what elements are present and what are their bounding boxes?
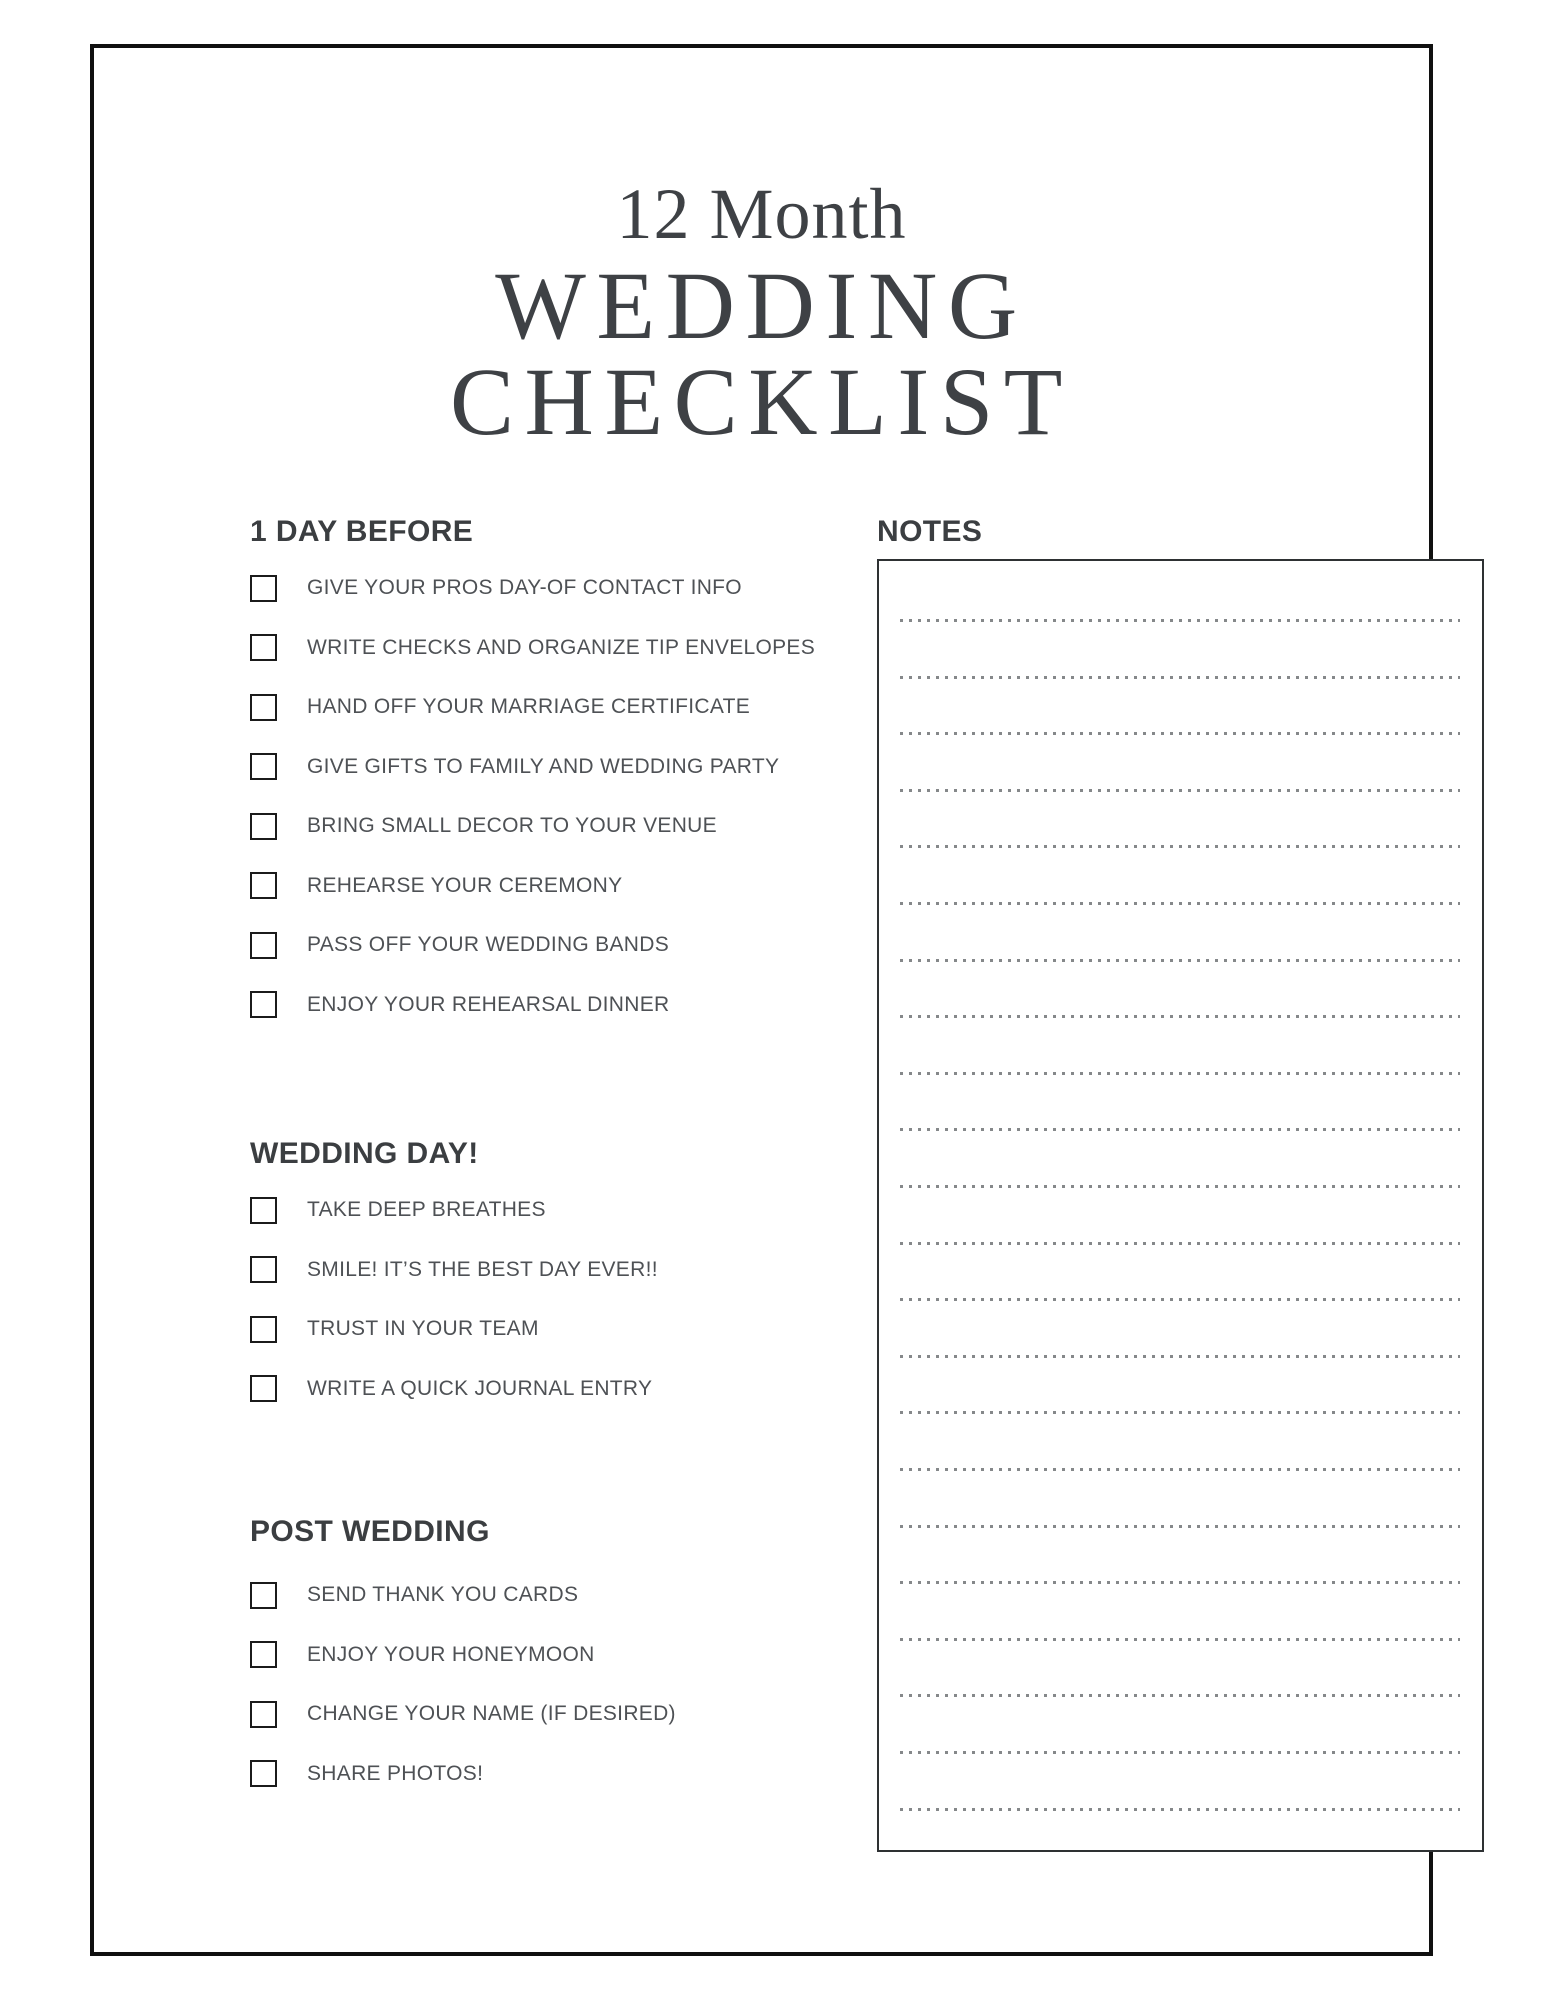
checklist-row [250,1641,870,1669]
notes-dotted-line [900,1185,1460,1188]
checklist-row [250,931,870,959]
checkbox-unchecked[interactable] [250,1641,277,1668]
checklist-column [250,48,870,1952]
checkbox-unchecked[interactable] [250,1316,277,1343]
section-rows [250,1196,870,1403]
checkbox-unchecked[interactable] [250,872,277,899]
checkbox-unchecked[interactable] [250,932,277,959]
checklist-item-label: SEND THANK YOU CARDS [307,1583,579,1606]
notes-heading: NOTES [877,515,983,548]
section-rows [250,1581,870,1788]
notes-dotted-line [900,1581,1460,1584]
notes-box [877,559,1484,1852]
page-border-frame [90,44,1433,1956]
checklist-item-label: TAKE DEEP BREATHES [307,1198,546,1221]
checklist-item-label: BRING SMALL DECOR TO YOUR VENUE [307,814,717,837]
notes-dotted-line [900,1411,1460,1414]
notes-dotted-line [900,902,1460,905]
checklist-item-label: GIVE GIFTS TO FAMILY AND WEDDING PARTY [307,754,780,778]
notes-dotted-line [900,1298,1460,1301]
checklist-row [250,991,870,1019]
checklist-item-label: TRUST IN YOUR TEAM [307,1317,539,1340]
notes-dotted-line [900,1355,1460,1358]
checklist-item-label: SHARE PHOTOS! [307,1761,484,1785]
notes-dotted-line [900,1808,1460,1811]
checklist-item-label: GIVE YOUR PROS DAY-OF CONTACT INFO [307,576,742,599]
title-main-line-2: CHECKLIST [449,348,1074,455]
checkbox-unchecked[interactable] [250,813,277,840]
section-rows [250,574,870,1019]
notes-dotted-line [900,1128,1460,1131]
notes-dotted-line [900,789,1460,792]
notes-dotted-line [900,676,1460,679]
notes-dotted-line [900,1468,1460,1471]
checkbox-unchecked[interactable] [250,634,277,661]
checklist-row [250,1256,870,1284]
checklist-item-label: CHANGE YOUR NAME (IF DESIRED) [307,1702,676,1725]
checklist-row [250,1581,870,1609]
section-heading: 1 DAY BEFORE [250,515,474,548]
notes-dotted-line [900,732,1460,735]
notes-dotted-line [900,1242,1460,1245]
checklist-section [250,514,870,1050]
title-subheading: 12 Month [616,174,907,254]
checklist-item-label: ENJOY YOUR REHEARSAL DINNER [307,992,670,1016]
checklist-item-label: PASS OFF YOUR WEDDING BANDS [307,933,670,956]
checklist-row [250,812,870,840]
checklist-row [250,1196,870,1224]
checkbox-unchecked[interactable] [250,1760,277,1787]
checklist-row [250,1315,870,1343]
checklist-item-label: WRITE A QUICK JOURNAL ENTRY [307,1376,653,1400]
notes-dotted-line [900,1072,1460,1075]
notes-dotted-line [900,845,1460,848]
title-main-line-1: WEDDING [495,252,1028,359]
checkbox-unchecked[interactable] [250,694,277,721]
checkbox-unchecked[interactable] [250,1375,277,1402]
checklist-row [250,574,870,602]
checkbox-unchecked[interactable] [250,575,277,602]
checklist-section [250,1514,870,1819]
notes-dotted-line [900,619,1460,622]
checklist-item-label: SMILE! IT’S THE BEST DAY EVER!! [307,1257,658,1281]
checklist-item-label: REHEARSE YOUR CEREMONY [307,873,623,897]
checkbox-unchecked[interactable] [250,991,277,1018]
checklist-row [250,1375,870,1403]
checklist-item-label: WRITE CHECKS AND ORGANIZE TIP ENVELOPES [307,635,816,659]
checklist-row [250,1700,870,1728]
checklist-row [250,753,870,781]
checklist-item-label: ENJOY YOUR HONEYMOON [307,1642,595,1666]
checklist-row [250,693,870,721]
notes-dotted-line [900,1694,1460,1697]
checklist-section [250,1136,870,1434]
section-heading: POST WEDDING [250,1515,490,1548]
notes-dotted-line [900,1751,1460,1754]
checklist-row [250,1760,870,1788]
checklist-row [250,872,870,900]
checkbox-unchecked[interactable] [250,1582,277,1609]
checklist-row [250,634,870,662]
notes-dotted-line [900,1638,1460,1641]
notes-dotted-line [900,1525,1460,1528]
notes-dotted-line [900,1015,1460,1018]
notes-dotted-line [900,959,1460,962]
checkbox-unchecked[interactable] [250,1701,277,1728]
checklist-item-label: HAND OFF YOUR MARRIAGE CERTIFICATE [307,695,751,718]
checkbox-unchecked[interactable] [250,753,277,780]
section-heading: WEDDING DAY! [250,1137,479,1170]
checkbox-unchecked[interactable] [250,1256,277,1283]
checkbox-unchecked[interactable] [250,1197,277,1224]
